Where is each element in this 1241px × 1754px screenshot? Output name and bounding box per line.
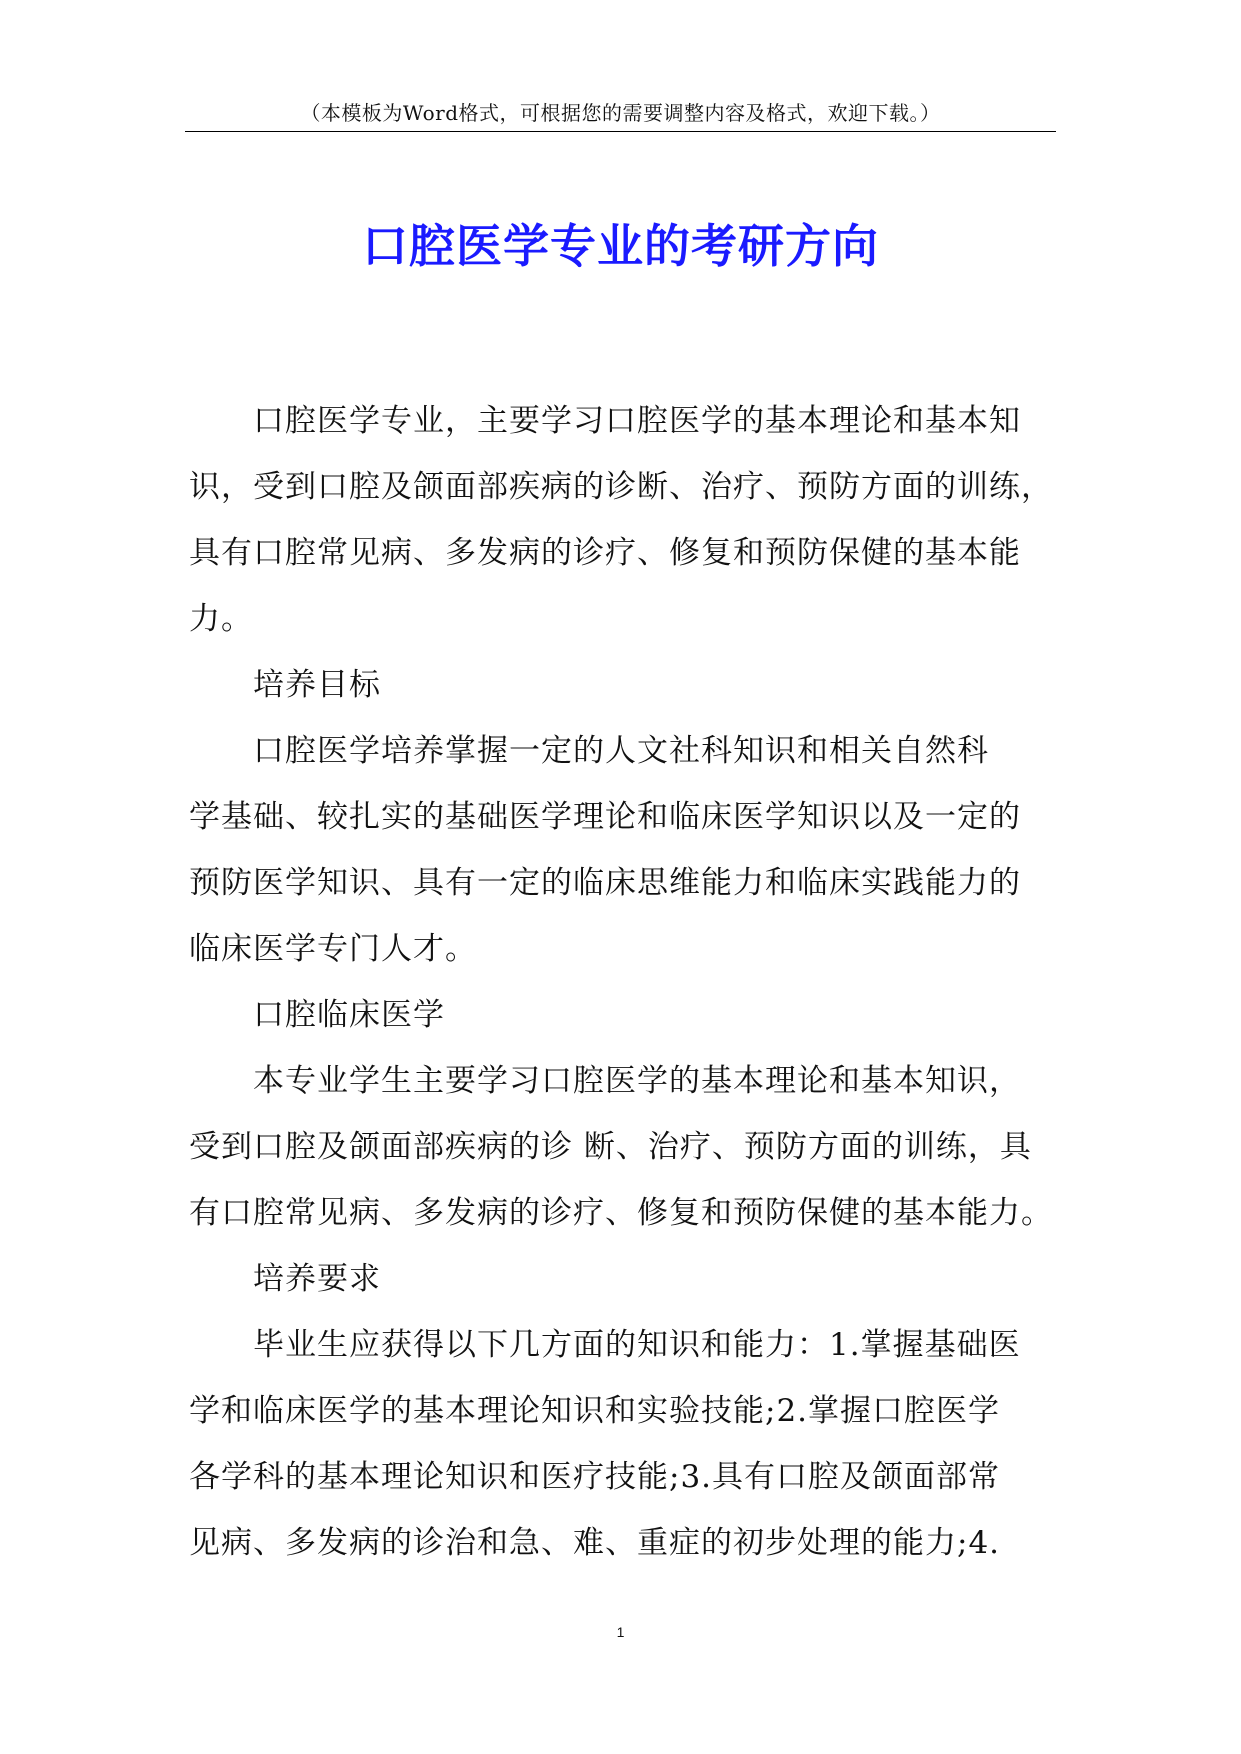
- paragraph-line: 见病、多发病的诊治和急、难、重症的初步处理的能力;4.: [189, 1525, 1001, 1561]
- paragraph-line: 各学科的基本理论知识和医疗技能;3.具有口腔及颌面部常: [189, 1459, 1001, 1495]
- section-heading: 口腔临床医学: [253, 997, 445, 1033]
- paragraph-line: 力。: [189, 601, 253, 637]
- header-divider: [185, 131, 1056, 132]
- paragraph-line: 受到口腔及颌面部疾病的诊 断、治疗、预防方面的训练，具: [189, 1129, 1032, 1165]
- paragraph-line: 本专业学生主要学习口腔医学的基本理论和基本知识，: [253, 1063, 1021, 1099]
- paragraph-line: 识，受到口腔及颌面部疾病的诊断、治疗、预防方面的训练，: [189, 469, 1053, 505]
- paragraph-line: 学基础、较扎实的基础医学理论和临床医学知识以及一定的: [189, 799, 1021, 835]
- paragraph-line: 有口腔常见病、多发病的诊疗、修复和预防保健的基本能力。: [189, 1195, 1053, 1231]
- paragraph-line: 临床医学专门人才。: [189, 931, 477, 967]
- paragraph-line: 学和临床医学的基本理论知识和实验技能;2.掌握口腔医学: [189, 1393, 1001, 1429]
- header-note: （本模板为Word格式，可根据您的需要调整内容及格式，欢迎下载。）: [300, 101, 941, 125]
- paragraph-line: 具有口腔常见病、多发病的诊疗、修复和预防保健的基本能: [189, 535, 1021, 571]
- section-heading: 培养目标: [253, 667, 381, 703]
- page-number: 1: [616, 1624, 625, 1640]
- section-heading: 培养要求: [253, 1261, 381, 1297]
- document-title: 口腔医学专业的考研方向: [362, 219, 879, 273]
- paragraph-line: 预防医学知识、具有一定的临床思维能力和临床实践能力的: [189, 865, 1021, 901]
- paragraph-line: 口腔医学专业，主要学习口腔医学的基本理论和基本知: [253, 403, 1021, 439]
- paragraph-line: 毕业生应获得以下几方面的知识和能力：1.掌握基础医: [253, 1327, 1021, 1363]
- paragraph-line: 口腔医学培养掌握一定的人文社科知识和相关自然科: [253, 733, 989, 769]
